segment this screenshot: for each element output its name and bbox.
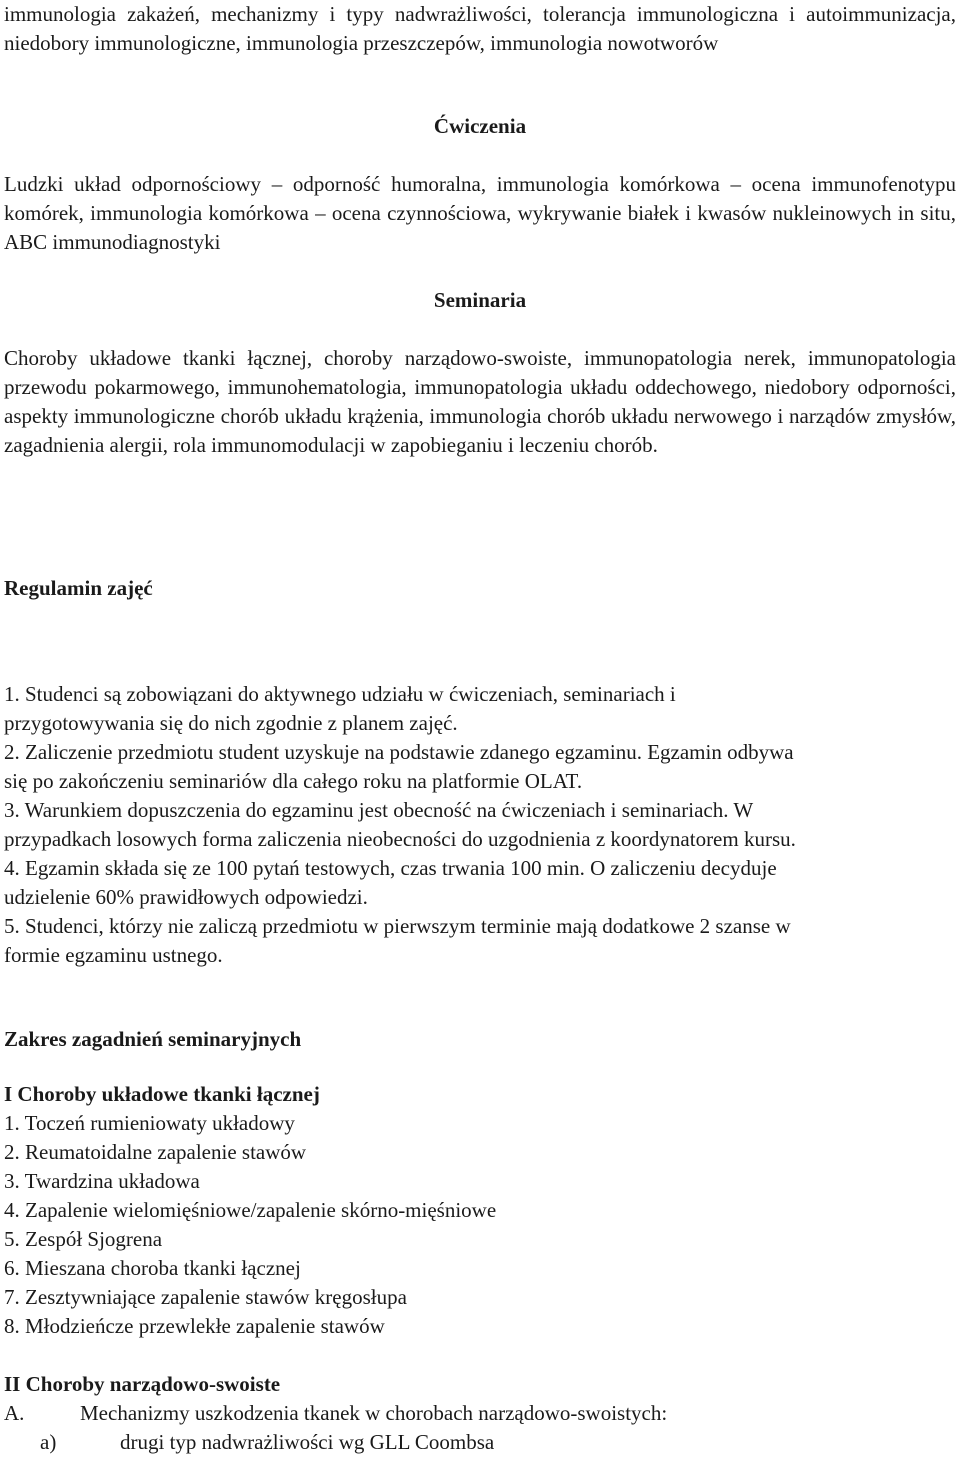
list-item: 1. Toczeń rumieniowaty układowy bbox=[4, 1111, 295, 1135]
regulamin-line: przypadkach losowych forma zaliczenia nieobecności do uzgodnienia z koordynatorem kursu. bbox=[4, 827, 796, 851]
regulamin-line: 1. Studenci są zobowiązani do aktywnego udziału w ćwiczeniach, seminariach i bbox=[4, 682, 676, 706]
list-item: 4. Zapalenie wielomięśniowe/zapalenie skórno-mięśniowe bbox=[4, 1198, 497, 1222]
section-2-item-a bbox=[4, 1399, 956, 1428]
regulamin-heading: Regulamin zajęć bbox=[4, 576, 153, 600]
regulamin-line: 5. Studenci, którzy nie zaliczą przedmiotu w pierwszym terminie mają dodatkowe 2 szanse w bbox=[4, 914, 791, 938]
section-1-title: I Choroby układowe tkanki łącznej bbox=[4, 1082, 320, 1106]
section-1 bbox=[4, 1080, 956, 1341]
regulamin-line: udzielenie 60% prawidłowych odpowiedzi. bbox=[4, 885, 368, 909]
section-2-title: II Choroby narządowo-swoiste bbox=[4, 1372, 281, 1396]
list-item: 2. Reumatoidalne zapalenie stawów bbox=[4, 1140, 307, 1164]
regulamin-line: 2. Zaliczenie przedmiotu student uzyskuje na podstawie zdanego egzaminu. Egzamin odbywa bbox=[4, 740, 794, 764]
list-item: 5. Zespół Sjogrena bbox=[4, 1227, 163, 1251]
regulamin-line: przygotowywania się do nich zgodnie z planem zajęć. bbox=[4, 711, 458, 735]
list-item: 7. Zesztywniające zapalenie stawów kręgosłupa bbox=[4, 1285, 407, 1309]
list-item: 3. Twardzina układowa bbox=[4, 1169, 200, 1193]
seminaria-heading: Seminaria bbox=[433, 288, 527, 312]
list-item: 6. Mieszana choroba tkanki łącznej bbox=[4, 1256, 301, 1280]
intro-paragraph: immunologia zakażeń, mechanizmy i typy nadwrażliwości, tolerancja immunologiczna i autoimmunizacja, niedobory immunologiczne, immunologia przeszczepów, immunologia nowotworów bbox=[4, 2, 956, 55]
zakres-heading: Zakres zagadnień seminaryjnych bbox=[4, 1027, 302, 1051]
regulamin-line: 4. Egzamin składa się ze 100 pytań testowych, czas trwania 100 min. O zaliczeniu decyduje bbox=[4, 856, 777, 880]
item-a-text: Mechanizmy uszkodzenia tkanek w chorobach narządowo-swoistych: bbox=[80, 1401, 668, 1425]
regulamin-list bbox=[4, 680, 956, 970]
regulamin-line: się po zakończeniu seminariów dla całego roku na platformie OLAT. bbox=[4, 769, 583, 793]
section-2 bbox=[4, 1370, 956, 1457]
item-a-label: A. bbox=[4, 1401, 25, 1425]
regulamin-line: formie egzaminu ustnego. bbox=[4, 943, 223, 967]
seminaria-paragraph: Choroby układowe tkanki łącznej, choroby narządowo-swoiste, immunopatologia nerek, immunopatologia przewodu pokarmowego, immunohematologia, immunopatologia układu oddechowego, niedobory odporności, aspekty immunologiczne chorób układu krążenia, immunologia chorób układu nerwowego i narządów zmysłów, zagadnienia alergii, rola immunomodulacji w zapobieganiu i leczeniu chorób. bbox=[4, 346, 956, 457]
list-item: 8. Młodzieńcze przewlekłe zapalenie stawów bbox=[4, 1314, 385, 1338]
subitem-a-text: drugi typ nadwrażliwości wg GLL Coombsa bbox=[120, 1430, 495, 1454]
cwiczenia-heading: Ćwiczenia bbox=[433, 114, 527, 138]
regulamin-line: 3. Warunkiem dopuszczenia do egzaminu jest obecność na ćwiczeniach i seminariach. W bbox=[4, 798, 754, 822]
section-2-subitem-a bbox=[4, 1428, 956, 1457]
cwiczenia-paragraph: Ludzki układ odpornościowy – odporność humoralna, immunologia komórkowa – ocena immunofenotypu komórek, immunologia komórkowa – ocena czynnościowa, wykrywanie białek i kwasów nukleinowych in situ, ABC immunodiagnostyki bbox=[4, 172, 956, 254]
subitem-a-label: a) bbox=[40, 1430, 57, 1454]
